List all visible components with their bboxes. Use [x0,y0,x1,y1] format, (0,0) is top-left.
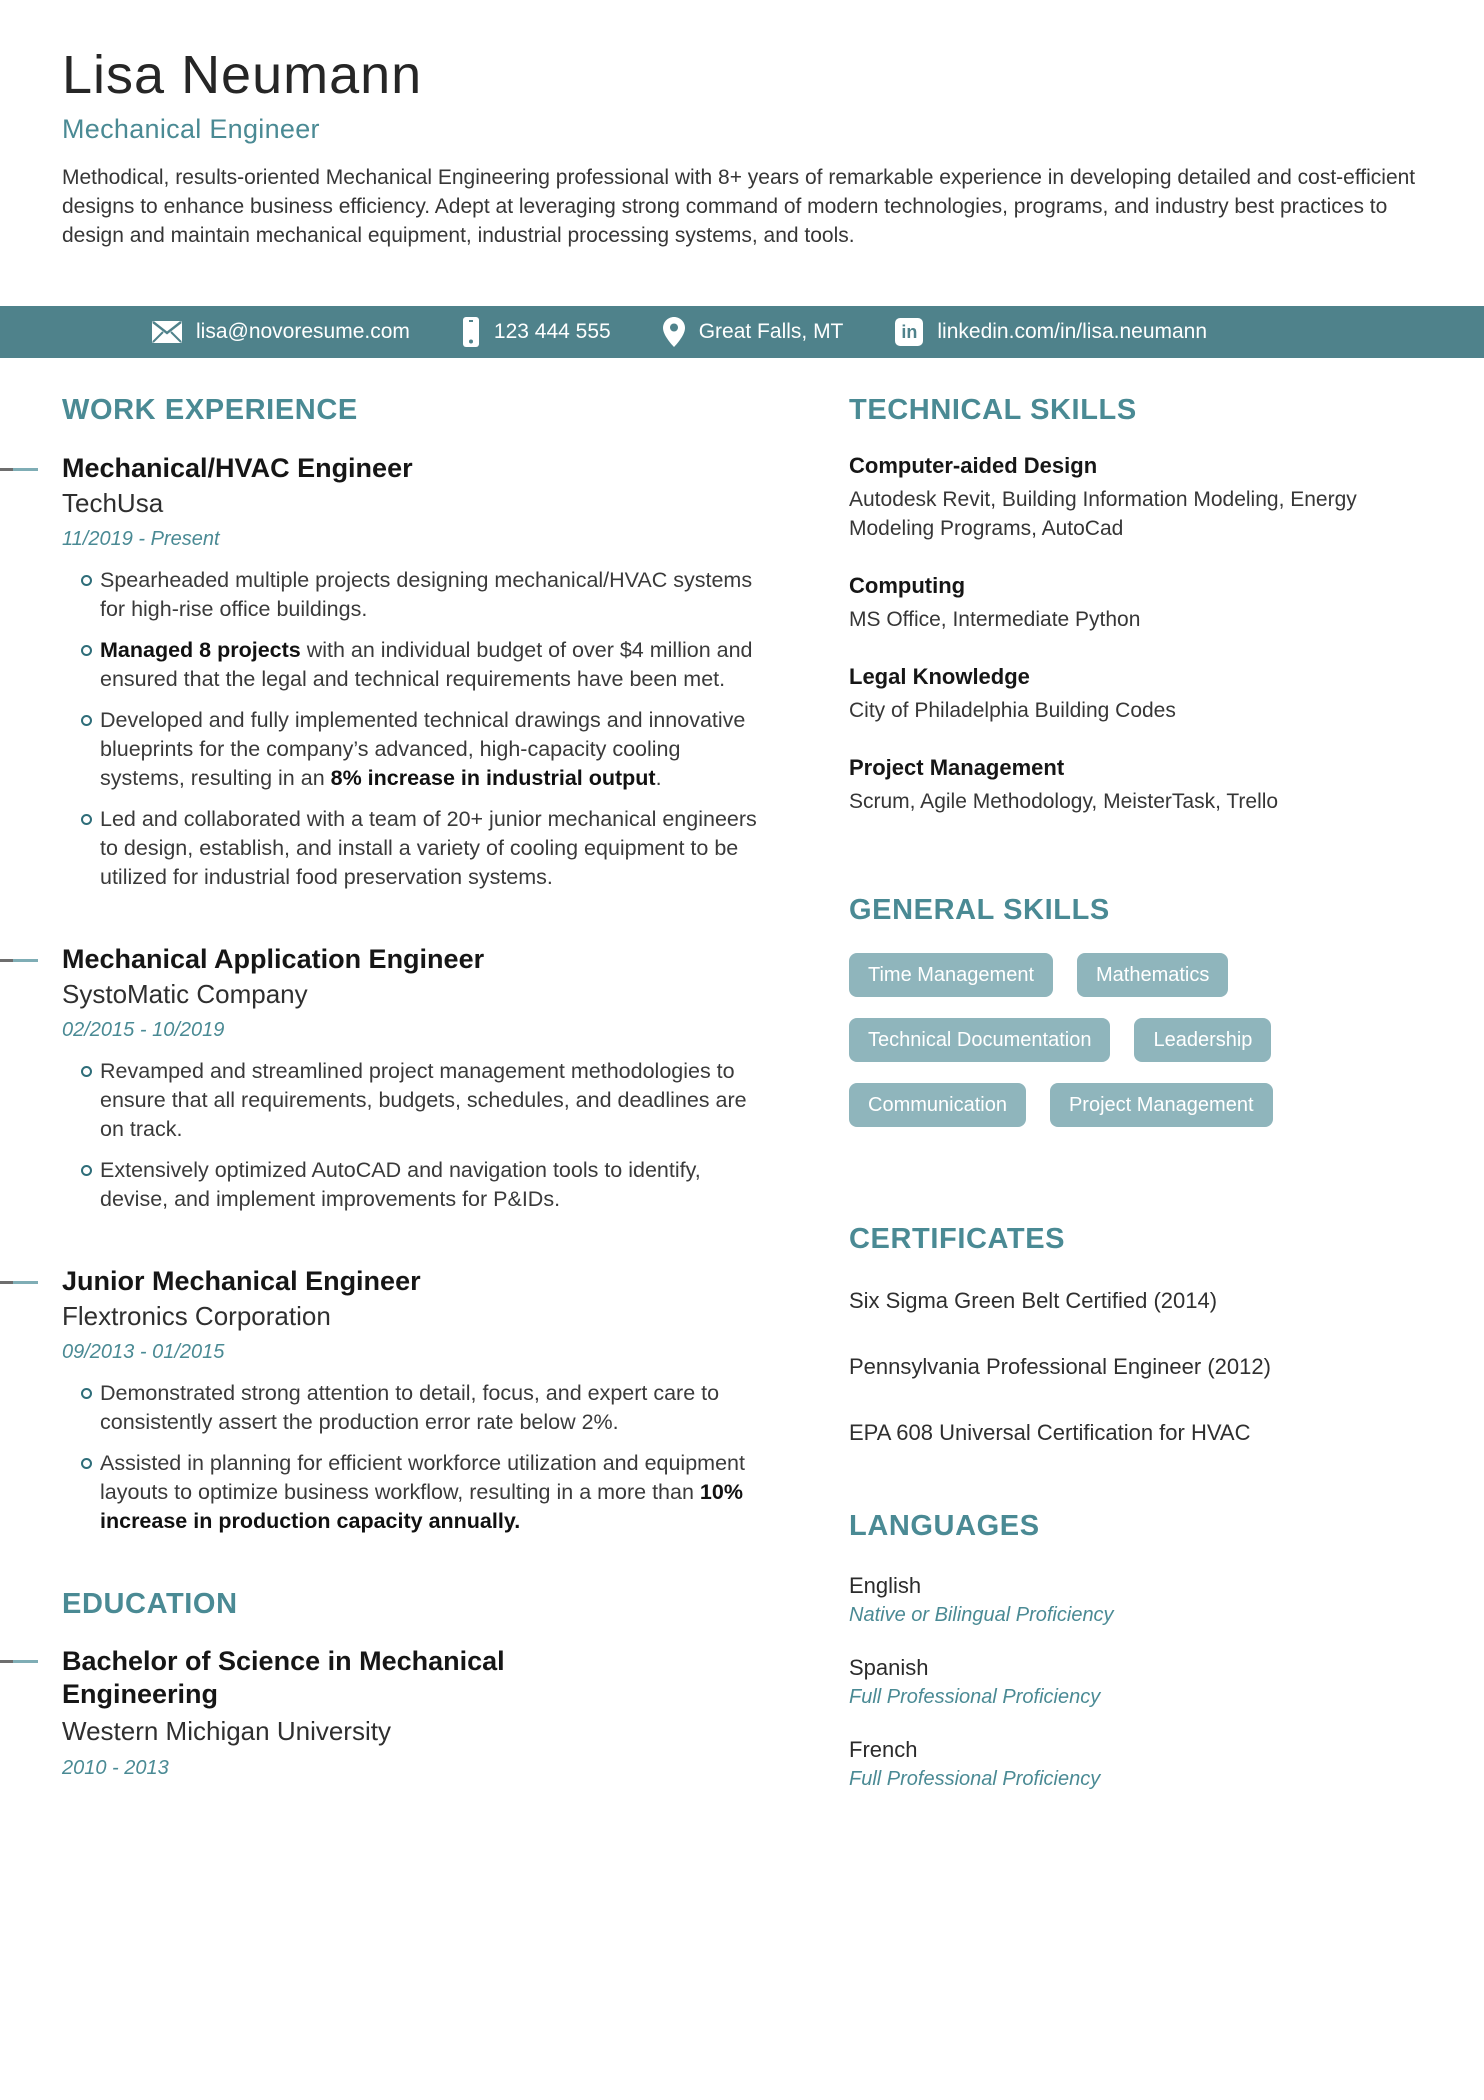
skill-group [849,453,1422,543]
language-level: Full Professional Proficiency [849,1768,1101,1790]
email-icon [152,321,182,343]
language-item [849,1573,1422,1627]
job-title: Junior Mechanical Engineer [62,1266,762,1297]
language-item [849,1655,1422,1709]
skill-group [849,573,1422,634]
job-entry [62,1266,762,1536]
certificates-heading: CERTIFICATES [849,1223,1066,1255]
bullet-item: Led and collaborated with a team of 20+ junior mechanical engineers to design, establish, and install a variety of cooling equipment to be utilized for industrial food preservation systems. [62,805,762,892]
bullet-item: Assisted in planning for efficient workforce utilization and equipment layouts to optimize business workflow, resulting in a more than 10% increase in production capacity annually. [62,1449,762,1536]
bullet-item: Developed and fully implemented technical drawings and innovative blueprints for the company’s advanced, high-capacity cooling systems, resulting in an 8% increase in industrial output. [62,706,762,793]
linkedin-icon: in [895,318,923,346]
bullet-item: Spearheaded multiple projects designing mechanical/HVAC systems for high-rise office buildings. [62,566,762,624]
job-title: Mechanical/HVAC Engineer [62,453,762,484]
skill-group-items: City of Philadelphia Building Codes [849,699,1176,722]
contact-email-text: lisa@novoresume.com [196,320,410,343]
language-level: Native or Bilingual Proficiency [849,1604,1114,1626]
job-entry [62,944,762,1214]
bullet-item: Revamped and streamlined project management methodologies to ensure that all requirements, budgets, schedules, and deadlines are on track. [62,1057,762,1144]
language-item [849,1737,1422,1791]
job-bullets [62,1057,762,1214]
contact-linkedin-text: linkedin.com/in/lisa.neumann [937,320,1208,343]
contact-location[interactable] [663,317,844,347]
job-dates: 11/2019 - Present [62,528,220,550]
job-dates: 02/2015 - 10/2019 [62,1019,225,1041]
job-entry [62,453,762,892]
education-section [62,1588,762,1780]
location-pin-icon [663,317,685,347]
education-school: Western Michigan University [62,1716,391,1746]
skill-badge: Leadership [1134,1018,1271,1062]
skill-group-name: Legal Knowledge [849,664,1030,689]
skill-badge: Communication [849,1083,1026,1127]
contact-email[interactable] [152,320,410,344]
skill-group-name: Computer-aided Design [849,453,1098,478]
person-title: Mechanical Engineer [62,114,320,144]
contact-bar [0,306,1484,358]
skill-group-items: MS Office, Intermediate Python [849,608,1141,631]
languages-section [849,1510,1422,1791]
job-company: Flextronics Corporation [62,1301,331,1331]
skill-group-name: Project Management [849,755,1065,780]
certificate-item: EPA 608 Universal Certification for HVAC [849,1420,1251,1445]
bullet-item: Extensively optimized AutoCAD and navigation tools to identify, devise, and implement improvements for P&IDs. [62,1156,762,1214]
edge-dash-decoration [0,468,38,471]
work-experience-heading: WORK EXPERIENCE [62,394,358,426]
job-dates: 09/2013 - 01/2015 [62,1341,225,1363]
person-name: Lisa Neumann [62,45,423,105]
skill-group-name: Computing [849,573,966,598]
language-level: Full Professional Proficiency [849,1686,1101,1708]
languages-heading: LANGUAGES [849,1510,1040,1542]
general-skills-section [849,894,1422,1127]
bullet-item: Demonstrated strong attention to detail, focus, and expert care to consistently assert the production error rate below 2%. [62,1379,762,1437]
left-column [62,394,762,1819]
right-column [849,394,1422,1819]
language-name: French [849,1737,918,1762]
contact-location-text: Great Falls, MT [698,320,844,343]
skill-badge: Project Management [1050,1083,1273,1127]
certificates-section [849,1223,1422,1446]
phone-icon [462,317,480,347]
skill-badge: Time Management [849,953,1053,997]
skill-badges [849,953,1422,1127]
education-degree: Bachelor of Science in Mechanical Engineering [62,1645,622,1711]
certificate-item: Pennsylvania Professional Engineer (2012) [849,1354,1271,1379]
general-skills-heading: GENERAL SKILLS [849,894,1110,926]
contact-phone-text: 123 444 555 [493,320,611,343]
skill-badge: Mathematics [1077,953,1228,997]
job-company: SystoMatic Company [62,979,308,1009]
bullet-item: Managed 8 projects with an individual budget of over $4 million and ensured that the legal and technical requirements have been met. [62,636,762,694]
edge-dash-decoration [0,1660,38,1663]
certificate-item: Six Sigma Green Belt Certified (2014) [849,1288,1218,1313]
technical-skills-heading: TECHNICAL SKILLS [849,394,1137,426]
skill-badge: Technical Documentation [849,1018,1110,1062]
job-title: Mechanical Application Engineer [62,944,762,975]
job-bullets [62,566,762,892]
job-company: TechUsa [62,488,164,518]
skill-group [849,755,1422,816]
edge-dash-decoration [0,1281,38,1284]
summary-text: Methodical, results-oriented Mechanical Engineering professional with 8+ years of remarkable experience in developing detailed and cost-efficient designs to enhance business efficiency. Adept at leveraging strong command of modern technologies, programs, and industry best practices to design and maintain mechanical equipment, industrial processing systems, and tools. [62,166,1416,247]
language-name: Spanish [849,1655,929,1680]
education-heading: EDUCATION [62,1588,238,1620]
skill-group-items: Scrum, Agile Methodology, MeisterTask, Trello [849,790,1279,813]
header [0,0,1484,250]
skill-group [849,664,1422,725]
language-name: English [849,1573,922,1598]
contact-phone[interactable] [462,317,611,347]
contact-linkedin[interactable] [895,318,1207,346]
education-dates: 2010 - 2013 [62,1757,169,1779]
job-bullets [62,1379,762,1536]
edge-dash-decoration [0,959,38,962]
skill-group-items: Autodesk Revit, Building Information Modeling, Energy Modeling Programs, AutoCad [849,488,1357,540]
content-columns [0,394,1484,1819]
